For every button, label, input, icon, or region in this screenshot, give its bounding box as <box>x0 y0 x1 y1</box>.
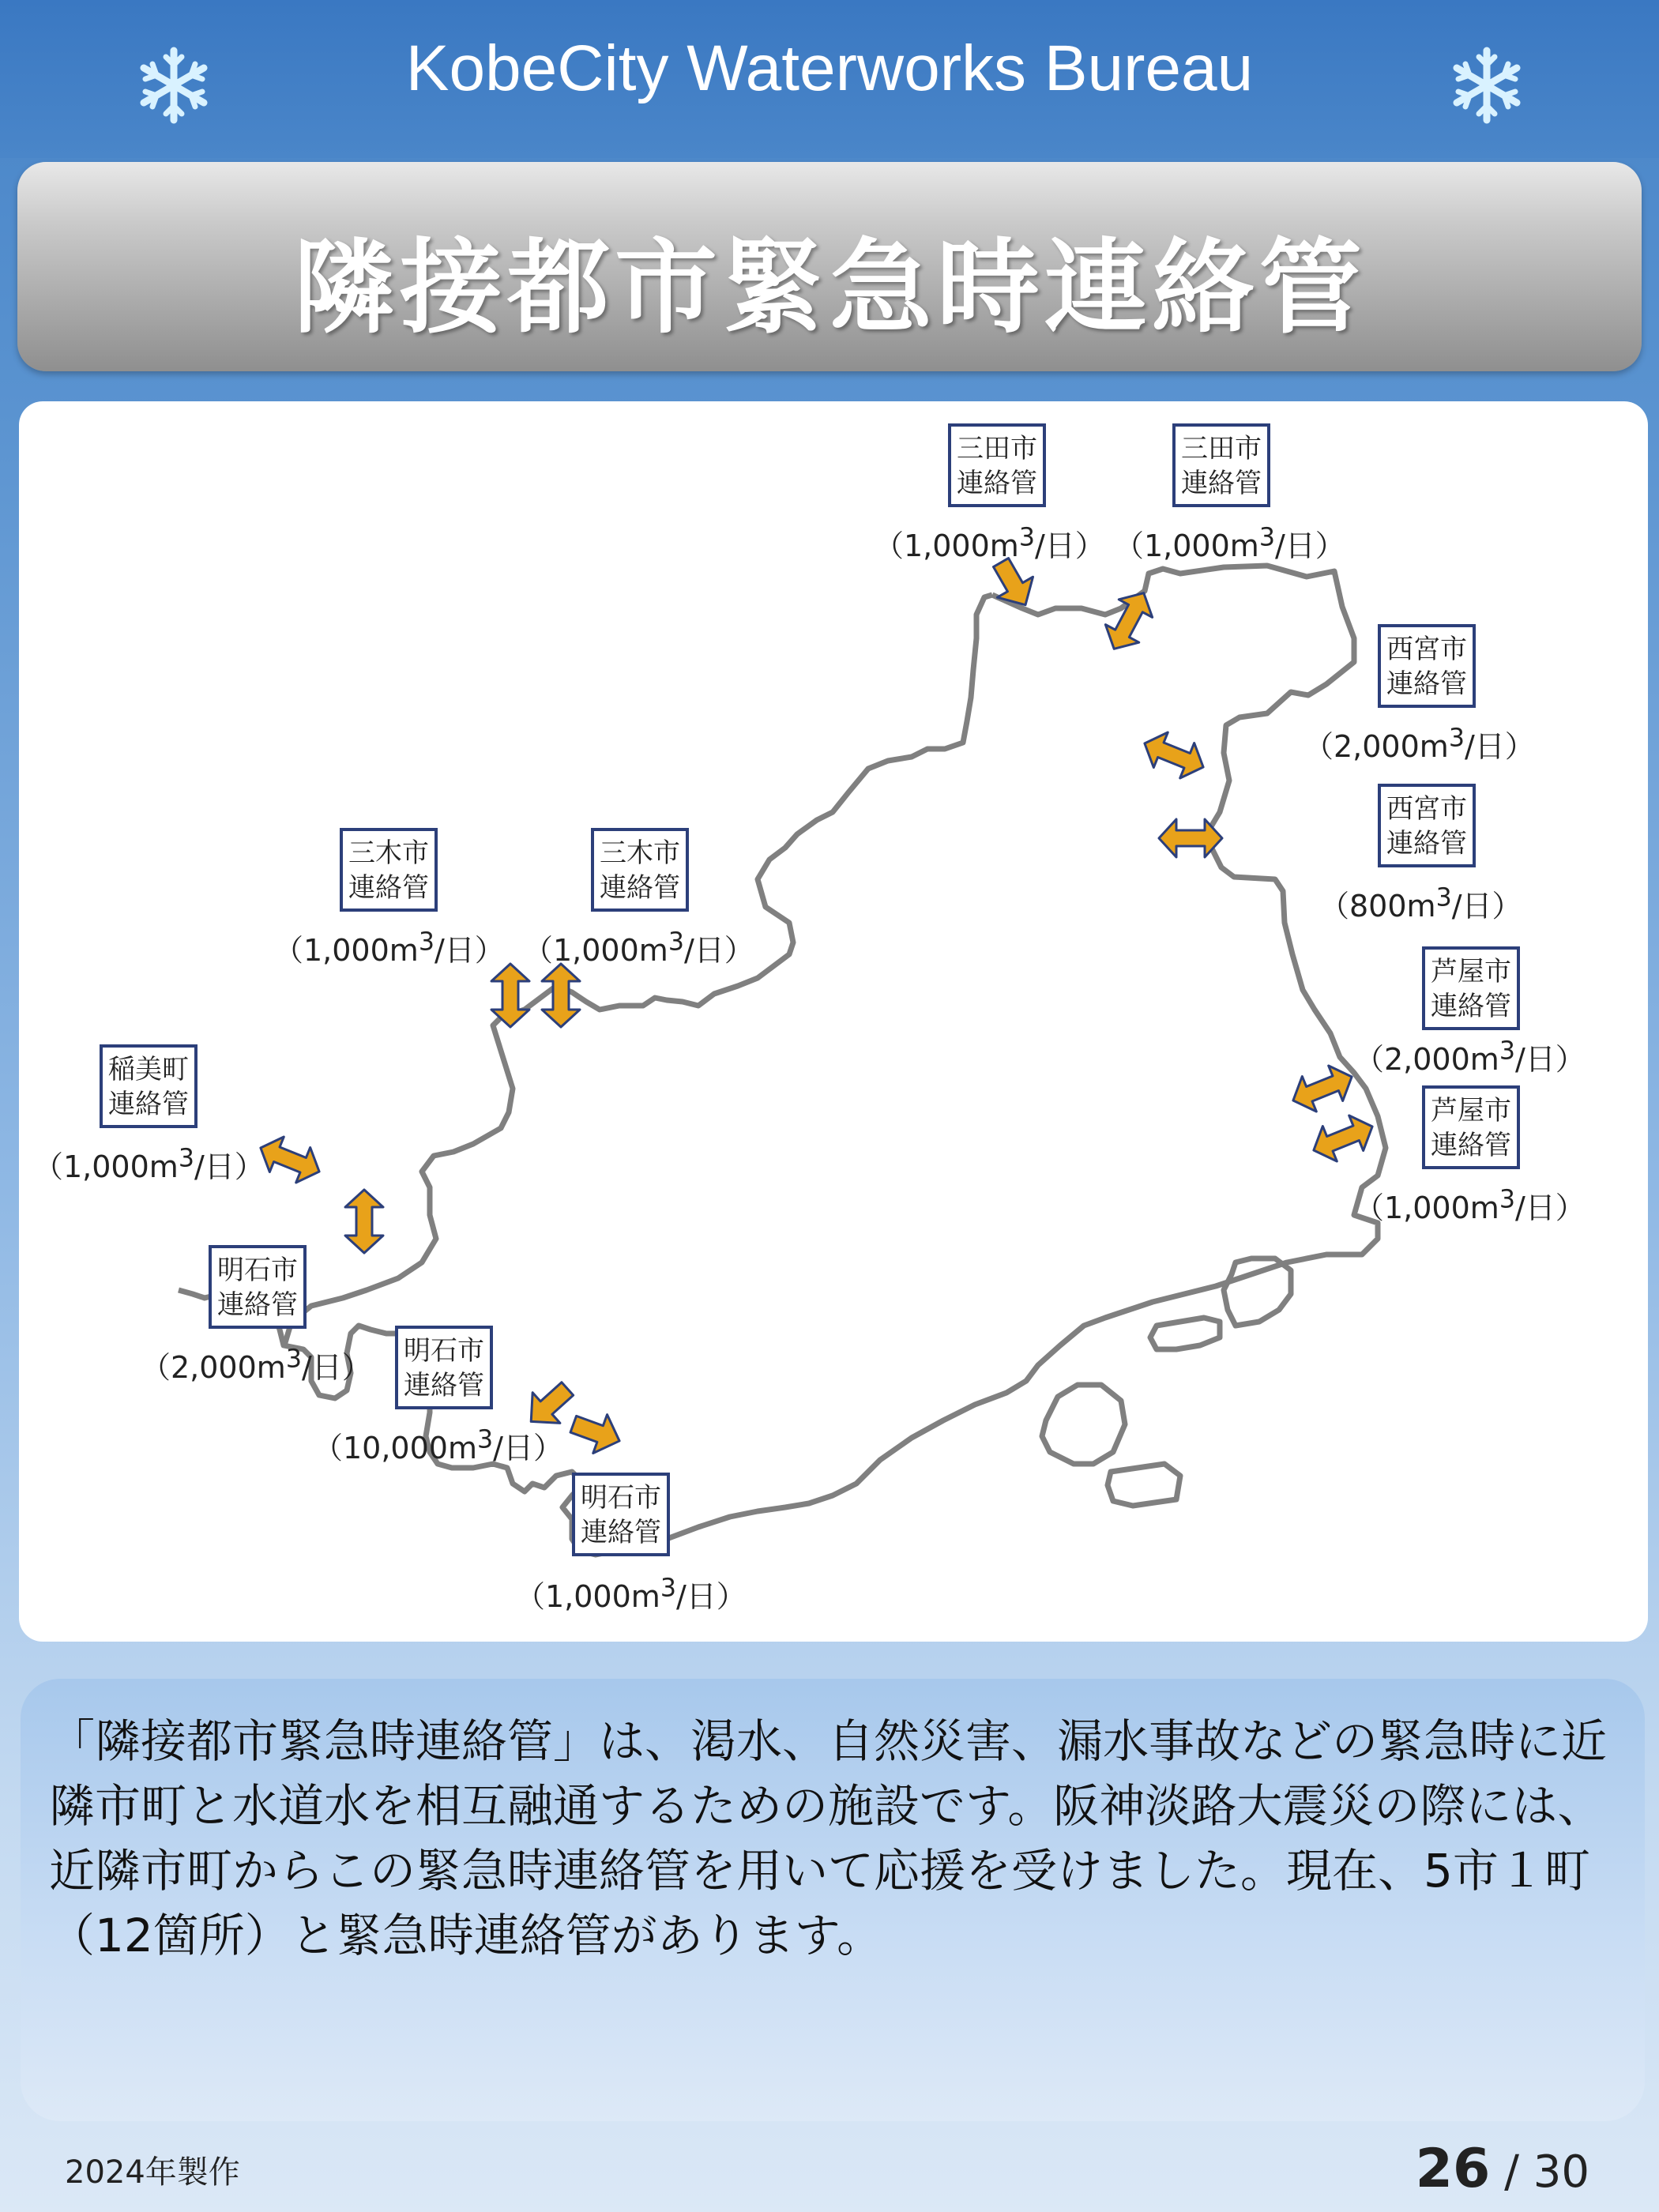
label-box-ashiya-1: 芦屋市 連絡管 <box>1422 946 1520 1030</box>
page-total: 30 <box>1533 2146 1589 2198</box>
capacity-miki-1: （$1,000m^3/$日） <box>273 927 505 968</box>
city-boundary-line-west <box>284 595 992 1345</box>
capacity-akashi-1: （$2,000m^3/$日） <box>141 1345 372 1385</box>
page-title-bar <box>17 162 1642 371</box>
page-indicator <box>1416 2138 1589 2200</box>
page-title: 隣接都市緊急時連絡管 <box>292 228 1367 348</box>
label-box-sanda-1: 三田市 連絡管 <box>948 423 1046 507</box>
page-current: 26 <box>1415 2138 1491 2200</box>
kobe-boundary-map <box>19 401 1648 1642</box>
label-box-akashi-2: 明石市 連絡管 <box>395 1326 493 1409</box>
capacity-ashiya-2: （$1,000m^3/$日） <box>1354 1185 1586 1225</box>
capacity-sanda-1: （$1,000m^3/$日） <box>874 523 1105 563</box>
label-box-nishinomiya-1: 西宮市 連絡管 <box>1378 624 1476 708</box>
capacity-nishinomiya-1: （$2,000m^3/$日） <box>1304 724 1535 764</box>
capacity-nishinomiya-2: （$800m^3/$日） <box>1319 883 1522 924</box>
label-box-akashi-3: 明石市 連絡管 <box>572 1473 670 1556</box>
capacity-sanda-2: （$1,000m^3/$日） <box>1114 523 1345 563</box>
label-box-sanda-2: 三田市 連絡管 <box>1172 423 1270 507</box>
label-box-nishinomiya-2: 西宮市 連絡管 <box>1378 784 1476 867</box>
arrow-akashi-3 <box>566 1405 626 1460</box>
footer-year: 2024年製作 <box>65 2154 240 2191</box>
label-box-miki-1: 三木市 連絡管 <box>340 828 438 912</box>
arrow-akashi-1 <box>345 1190 383 1253</box>
capacity-akashi-2: （$10,000m^3/$日） <box>313 1425 563 1465</box>
arrow-sanda-2 <box>1097 584 1161 657</box>
label-box-akashi-1: 明石市 連絡管 <box>209 1245 307 1329</box>
rokko-island <box>1150 1318 1220 1349</box>
capacity-inami: （$1,000m^3/$日） <box>33 1144 265 1184</box>
city-boundary-line <box>179 566 1386 1555</box>
capacity-miki-2: （$1,000m^3/$日） <box>523 927 754 968</box>
capacity-akashi-3: （$1,000m^3/$日） <box>515 1574 747 1614</box>
header-bar <box>0 0 1659 158</box>
capacity-ashiya-1: （$2,000m^3/$日） <box>1354 1036 1586 1077</box>
description-panel <box>21 1679 1645 2121</box>
port-island-central <box>1042 1385 1125 1464</box>
description-text: 「隣接都市緊急時連絡管」は、渇水、自然災害、漏水事故などの緊急時に近隣市町と水道水を相互融通するための施設です。阪神淡路大震災の際には、近隣市町からこの緊急時連絡管を用いて応援を受けました。現在、5市１町（12箇所）と緊急時連絡管があります。 <box>49 1714 1608 1962</box>
snowflake-icon <box>1447 46 1526 125</box>
arrow-ashiya-2 <box>1307 1109 1379 1168</box>
label-box-miki-2: 三木市 連絡管 <box>591 828 689 912</box>
header-title: KobeCity Waterworks Bureau <box>405 32 1254 104</box>
airport-island <box>1108 1464 1180 1506</box>
port-island <box>1224 1258 1291 1326</box>
label-box-inami: 稲美町 連絡管 <box>100 1044 198 1128</box>
page-separator: / <box>1490 2146 1533 2198</box>
map-panel <box>19 401 1648 1642</box>
arrow-nishinomiya-1 <box>1138 726 1210 784</box>
label-box-ashiya-2: 芦屋市 連絡管 <box>1422 1085 1520 1169</box>
